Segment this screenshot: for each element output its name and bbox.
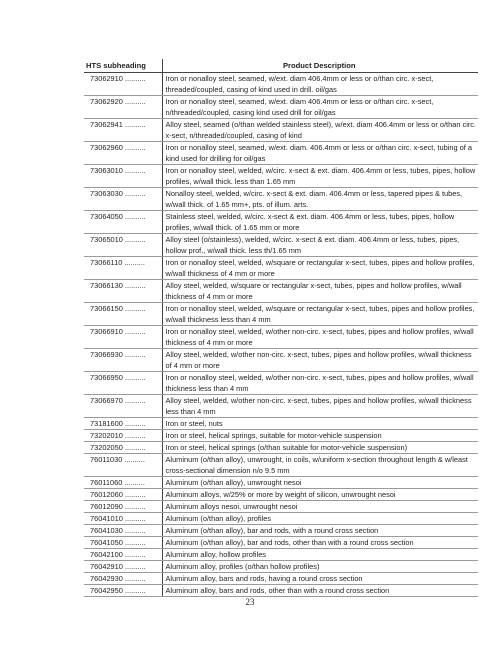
table-row [84, 211, 478, 234]
table-row [84, 525, 478, 537]
hts-code-cell: 76011060 .......... [84, 477, 162, 489]
table-row [84, 257, 478, 280]
table-row [84, 165, 478, 188]
product-description-cell: Aluminum (o/than alloy), unwrought nesoi [162, 477, 478, 489]
table-row [84, 303, 478, 326]
table-row [84, 119, 478, 142]
product-description-cell: Alloy steel (o/stainless), welded, w/circ. x-sect & ext. diam. 406.4mm or less, tubes, pipes, hollow prof., w/wall thick. less th/1.65 mm [162, 234, 478, 257]
product-description-cell: Nonalloy steel, welded, w/circ. x-sect & ext. diam. 406.4mm or less, tapered pipes & tubes, w/wall thick. of 1.65 mm+, pts. of illum. arts. [162, 188, 478, 211]
product-description-cell: Aluminum (o/than alloy), unwrought, in coils, w/uniform x-section throughout length & w/least cross-sectional dimension n/o 9.5 mm [162, 454, 478, 477]
product-description-cell: Alloy steel, welded, w/other non-circ. x-sect, tubes, pipes and hollow profiles, w/wall thickness less than 4 mm [162, 395, 478, 418]
product-description-cell: Stainless steel, welded, w/circ. x-sect & ext. diam. 406.4mm or less, tubes, pipes, hollow profiles, w/wall thick. of 1.65 mm or more [162, 211, 478, 234]
hts-code-cell: 76041030 .......... [84, 525, 162, 537]
product-description-cell: Aluminum (o/than alloy), profiles [162, 513, 478, 525]
hts-code-cell: 76042100 .......... [84, 549, 162, 561]
product-description-cell: Aluminum alloys, w/25% or more by weight of silicon, unwrought nesoi [162, 489, 478, 501]
table-row [84, 418, 478, 430]
product-description-cell: Iron or steel, nuts [162, 418, 478, 430]
hts-code-cell: 73202050 .......... [84, 442, 162, 454]
hts-code-cell: 73062960 .......... [84, 142, 162, 165]
table-row [84, 573, 478, 585]
product-description-cell: Aluminum alloy, profiles (o/than hollow profiles) [162, 561, 478, 573]
hts-code-cell: 73065010 .......... [84, 234, 162, 257]
hts-code-cell: 73063010 .......... [84, 165, 162, 188]
table-row [84, 372, 478, 395]
table-row [84, 73, 478, 96]
table-row [84, 454, 478, 477]
product-description-cell: Iron or nonalloy steel, welded, w/circ. x-sect & ext. diam. 406.4mm or less, tubes, pipes, hollow profiles, w/wall thick. less than 1.65 mm [162, 165, 478, 188]
hts-code-cell: 76042930 .......... [84, 573, 162, 585]
product-description-cell: Iron or steel, helical springs, suitable for motor-vehicle suspension [162, 430, 478, 442]
product-description-cell: Iron or nonalloy steel, seamed, w/ext. diam 406.4mm or less or o/than circ. x-sect, n/threaded/coupled, casing kind used drill for oil/gas [162, 96, 478, 119]
table-row [84, 96, 478, 119]
hts-code-cell: 73066150 .......... [84, 303, 162, 326]
product-description-cell: Iron or nonalloy steel, welded, w/square or rectangular x-sect, tubes, pipes and hollow profiles, w/wall thickness less than 4 mm [162, 303, 478, 326]
product-description-cell: Iron or nonalloy steel, seamed, w/ext. diam 406.4mm or less or o/than circ. x-sect, threaded/coupled, casing of kind used in drill. oil/gas [162, 73, 478, 96]
hts-code-cell: 76041010 .......... [84, 513, 162, 525]
hts-table [84, 59, 478, 597]
table-row [84, 585, 478, 597]
table-body [84, 73, 478, 597]
product-description-cell: Aluminum alloys nesoi, unwrought nesoi [162, 501, 478, 513]
table-row [84, 501, 478, 513]
table-row [84, 395, 478, 418]
hts-code-cell: 73063030 .......... [84, 188, 162, 211]
header-product-description: Product Description [162, 59, 478, 73]
hts-code-cell: 73064050 .......... [84, 211, 162, 234]
hts-code-cell: 76012060 .......... [84, 489, 162, 501]
header-hts-subheading: HTS subheading [84, 59, 162, 73]
product-description-cell: Alloy steel, seamed (o/than welded stainless steel), w/ext. diam 406.4mm or less or o/than circ. x-sect, n/threaded/coupled, casing of kind [162, 119, 478, 142]
table-row [84, 549, 478, 561]
hts-code-cell: 73062910 .......... [84, 73, 162, 96]
table-row [84, 442, 478, 454]
hts-code-cell: 73066910 .......... [84, 326, 162, 349]
product-description-cell: Aluminum (o/than alloy), bar and rods, other than with a round cross section [162, 537, 478, 549]
table-row [84, 234, 478, 257]
hts-code-cell: 73062941 .......... [84, 119, 162, 142]
hts-code-cell: 76041050 .......... [84, 537, 162, 549]
table-row [84, 561, 478, 573]
hts-code-cell: 73066970 .......... [84, 395, 162, 418]
page-number: 23 [245, 597, 255, 607]
hts-code-cell: 76011030 .......... [84, 454, 162, 477]
product-description-cell: Aluminum (o/than alloy), bar and rods, with a round cross section [162, 525, 478, 537]
product-description-cell: Iron or nonalloy steel, welded, w/square or rectangular x-sect, tubes, pipes and hollow profiles, w/wall thickness of 4 mm or more [162, 257, 478, 280]
hts-code-cell: 76042910 .......... [84, 561, 162, 573]
product-description-cell: Alloy steel, welded, w/other non-circ. x-sect, tubes, pipes and hollow profiles, w/wall thickness of 4 mm or more [162, 349, 478, 372]
product-description-cell: Iron or steel, helical springs (o/than suitable for motor-vehicle suspension) [162, 442, 478, 454]
product-description-cell: Iron or nonalloy steel, welded, w/other non-circ. x-sect, tubes, pipes and hollow profiles, w/wall thickness of 4 mm or more [162, 326, 478, 349]
table-row [84, 349, 478, 372]
hts-code-cell: 73066130 .......... [84, 280, 162, 303]
product-description-cell: Iron or nonalloy steel, seamed, w/ext. diam. 406.4mm or less or o/than circ. x-sect, tubing of a kind used for drilling for oil/gas [162, 142, 478, 165]
table-row [84, 430, 478, 442]
product-description-cell: Aluminum alloy, bars and rods, having a round cross section [162, 573, 478, 585]
hts-code-cell: 73202010 .......... [84, 430, 162, 442]
table-row [84, 477, 478, 489]
product-description-cell: Iron or nonalloy steel, welded, w/other non-circ. x-sect, tubes, pipes and hollow profiles, w/wall thickness less than 4 mm [162, 372, 478, 395]
table-header-row [84, 59, 478, 73]
table-row [84, 280, 478, 303]
hts-code-cell: 73066110 .......... [84, 257, 162, 280]
hts-code-cell: 73066930 .......... [84, 349, 162, 372]
table-row [84, 513, 478, 525]
hts-code-cell: 73062920 .......... [84, 96, 162, 119]
product-description-cell: Aluminum alloy, bars and rods, other than with a round cross section [162, 585, 478, 597]
hts-code-cell: 73181600 .......... [84, 418, 162, 430]
table-row [84, 188, 478, 211]
hts-code-cell: 73066950 .......... [84, 372, 162, 395]
table-row [84, 142, 478, 165]
table-row [84, 326, 478, 349]
hts-code-cell: 76042950 .......... [84, 585, 162, 597]
hts-code-cell: 76012090 .......... [84, 501, 162, 513]
product-description-cell: Aluminum alloy, hollow profiles [162, 549, 478, 561]
product-description-cell: Alloy steel, welded, w/square or rectangular x-sect, tubes, pipes and hollow profiles, w/wall thickness of 4 mm or more [162, 280, 478, 303]
table-row [84, 537, 478, 549]
table-row [84, 489, 478, 501]
